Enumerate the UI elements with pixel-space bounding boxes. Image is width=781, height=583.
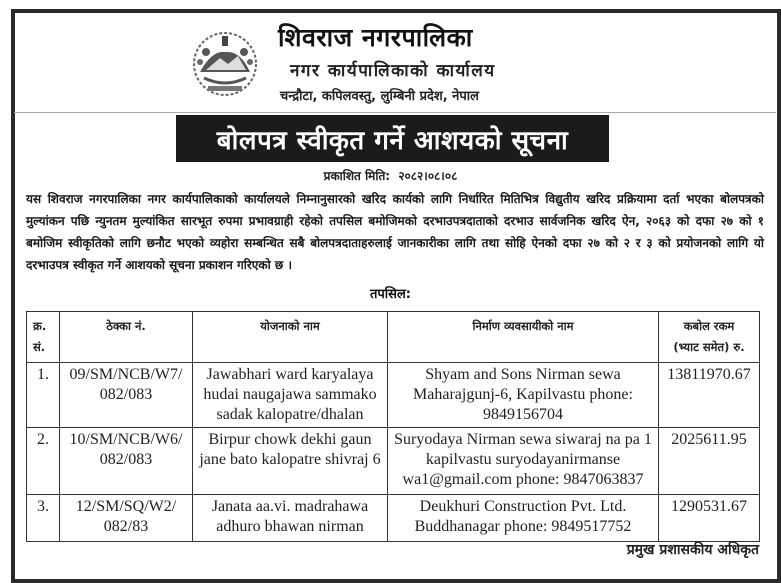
- header-contractor-name: निर्माण व्यवसायीको नाम: [388, 312, 659, 363]
- notice-title: बोलपत्र स्वीकृत गर्ने आशयको सूचना: [176, 115, 609, 162]
- cell-project-name: Janata aa.vi. madrahawa adhuro bhawan nirman: [193, 495, 388, 542]
- signatory-title: प्रमुख प्रशासकीय अधिकृत: [626, 542, 759, 558]
- cell-serial-number: 1.: [27, 363, 60, 428]
- table-row: [27, 428, 760, 495]
- cell-contractor: Deukhuri Construction Pvt. Ltd. Buddhanagar phone: 9849517752: [388, 495, 659, 542]
- header-divider: [14, 112, 776, 113]
- published-date-line: [0, 167, 781, 184]
- table-header-row: [27, 312, 760, 363]
- header-serial-number: क्र. सं.: [27, 312, 60, 363]
- cell-project-name: Birpur chowk dekhi gaun jane bato kalopatre shivraj 6: [193, 428, 388, 495]
- office-name: नगर कार्यपालिकाको कार्यालय: [290, 61, 496, 81]
- published-date-value: २०८२।०८।०८: [398, 169, 458, 183]
- notice-body: यस शिवराज नगरपालिका नगर कार्यपालिकाको कार्यालयले निम्नानुसारको खरिद कार्यको लागि निर्धारित मितिभित्र विद्युतीय खरिद प्रक्रियामा दर्ता भएका बोलपत्रको मुल्यांकन पछि न्युनतम मुल्यांकित सारभूत रुपमा प्रभावग्राही रहेको तपसिल बमोजिमको दरभाउपत्रदाताको दरभाउ सार्वजनिक खरिद ऐन, २०६३ को दफा २७ को १ बमोजिम स्वीकृतिको लागि छनौट भएको व्यहोरा सम्बन्धित सबै बोलपत्रदाताहरुलाई जानकारीका लागि तथा सोहि ऐनको दफा २७ को २ र ३ को प्रयोजनको लागि यो दरभाउपत्र स्वीकृत गर्ने आशयको सूचना प्रकाशन गरिएको छ ।: [26, 192, 764, 272]
- cell-bid-amount: 2025611.95: [659, 428, 760, 495]
- published-date-label: प्रकाशित मिति:: [323, 169, 391, 183]
- tender-table: [26, 311, 760, 542]
- office-address: चन्द्रौटा, कपिलवस्तु, लुम्बिनी प्रदेश, नेपाल: [280, 89, 479, 104]
- cell-contract-number: 10/SM/NCB/W6/ 082/083: [60, 428, 193, 495]
- table-row: [27, 495, 760, 542]
- cell-contract-number: 12/SM/SQ/W2/ 082/83: [60, 495, 193, 542]
- cell-contract-number: 09/SM/NCB/W7/ 082/083: [60, 363, 193, 428]
- cell-contractor: Suryodaya Nirman sewa siwaraj na pa 1 kapilvastu suryodayanirmanse wa1@gmail.com phone: 9847063837: [388, 428, 659, 495]
- nepal-emblem-icon: [190, 30, 260, 98]
- cell-contractor: Shyam and Sons Nirman sewa Maharajgunj-6, Kapilvastu phone: 9849156704: [388, 363, 659, 428]
- letterhead: [190, 16, 610, 112]
- cell-serial-number: 3.: [27, 495, 60, 542]
- header-contract-number: ठेक्का नं.: [60, 312, 193, 363]
- header-project-name: योजनाको नाम: [193, 312, 388, 363]
- cell-bid-amount: 13811970.67: [659, 363, 760, 428]
- cell-bid-amount: 1290531.67: [659, 495, 760, 542]
- cell-project-name: Jawabhari ward karyalaya hudai naugajawa sammako sadak kalopatre/dhalan: [193, 363, 388, 428]
- municipality-name: शिवराज नगरपालिका: [278, 23, 473, 52]
- cell-serial-number: 2.: [27, 428, 60, 495]
- table-row: [27, 363, 760, 428]
- details-heading: तपसिल:: [370, 287, 411, 302]
- header-bid-amount: कबोल रकम (भ्याट समेत) रु.: [659, 312, 760, 363]
